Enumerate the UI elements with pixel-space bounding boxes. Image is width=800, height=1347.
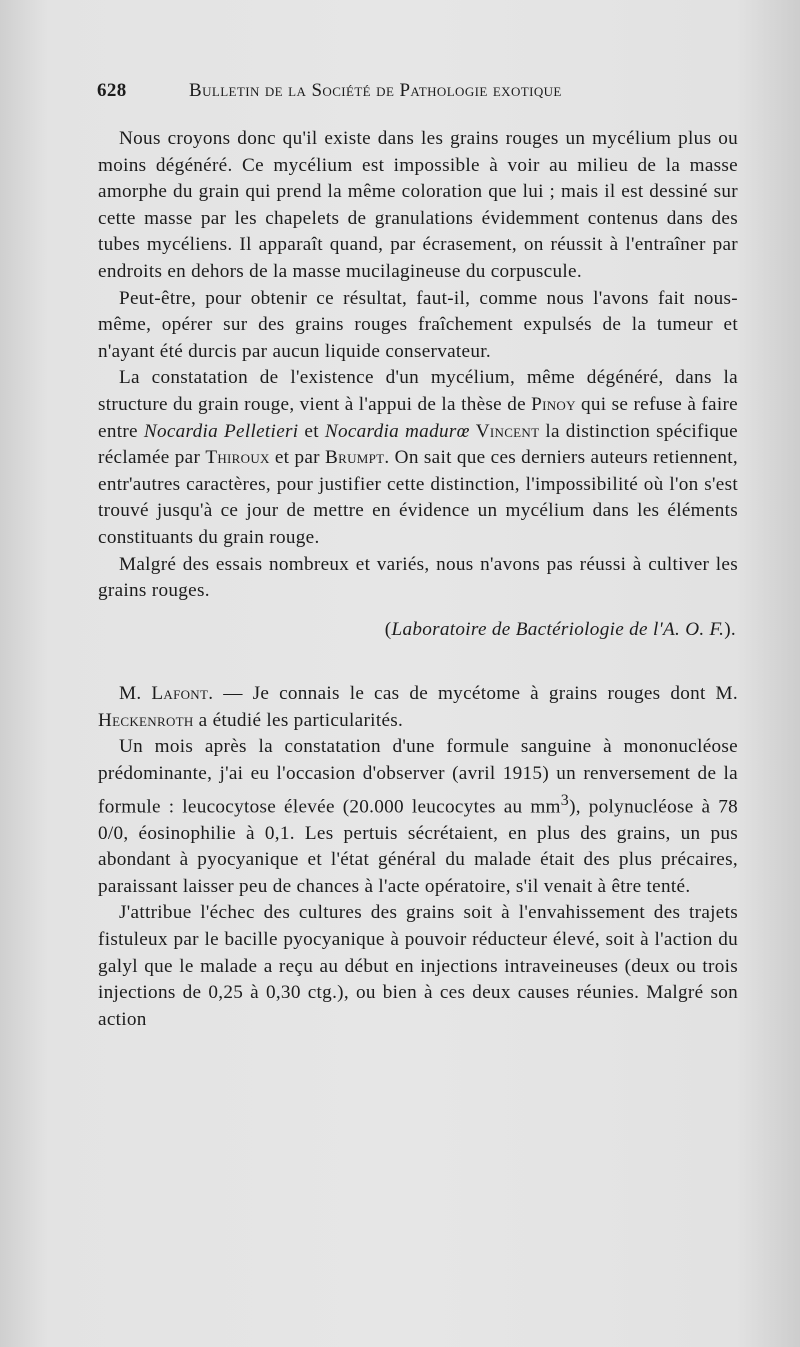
paragraph-2: Peut-être, pour obtenir ce résultat, faut-il, comme nous l'avons fait nous-même, opérer sur des grains rouges fraîchement expulsés de la tumeur et n'ayant été durcis par aucun liquide conservateur. [98, 287, 738, 362]
species-nocardia-madurae: Nocardia madurœ [324, 420, 470, 442]
p6-superscript: 3 [560, 791, 570, 809]
p6-text-1: Un mois après la constatation d'une formule sanguine à mononucléose prédominante, j'ai eu l'occasion d'observer (avril 1915) un renversement de la formule : leucocytose élevée (20.000 leucocytes au mm [98, 736, 738, 818]
p5-text-3: a étudié les particularités. [193, 709, 404, 731]
paragraph-4: Malgré des essais nombreux et variés, nous n'avons pas réussi à cultiver les grains rouges. [98, 553, 738, 602]
author-vincent: Vincent [475, 420, 540, 442]
p3-text-1: La constatation de l'existence d'un mycélium, même dégénéré, dans la structure du grain rouge, vient à l'appui de la thèse de [98, 367, 738, 415]
author-lafont: Lafont [151, 683, 209, 705]
author-heckenroth: Heckenroth [98, 709, 194, 731]
p6-text-2: ), polynucléose à 78 0/0, éosinophilie à 0,1. Les pertuis sécrétaient, en plus des grains, un pus abondant à pyocyanique et l'état général du malade était des plus précaires, paraissant laisser peu de chances à l'acte opératoire, s'il venait à être tenté. [98, 796, 738, 897]
credit-text: Laboratoire de Bactériologie de l'A. O. F. [391, 618, 725, 640]
paragraph-5 [98, 681, 738, 734]
p3-text-6: et par [269, 447, 326, 469]
lab-credit [98, 617, 738, 644]
p5-text-2: . — Je connais le cas de mycétome à grains rouges dont M. [208, 683, 738, 705]
page-header [97, 80, 747, 110]
paragraph-6 [98, 734, 738, 900]
p3-text-5: la distinction spécifique réclamée par [98, 420, 738, 469]
author-brumpt: Brumpt [325, 447, 385, 469]
paragraph-1: Nous croyons donc qu'il existe dans les grains rouges un mycélium plus ou moins dégénéré. Ce mycélium est impossible à voir au milieu de la masse amorphe du grain qui prend la même coloration que lui ; mais il est dessiné sur cette masse par les chapelets de granulations évidemment contenus dans des tubes mycéliens. Il apparaît quand, par écrasement, on réussit à l'entraîner par endroits en dehors de la masse mucilagineuse du corpuscule. [98, 128, 738, 282]
species-nocardia-pelletieri: Nocardia Pelletieri [143, 420, 299, 442]
credit-open: ( [384, 618, 392, 640]
author-thiroux: Thiroux [205, 447, 270, 469]
running-head: Bulletin de la Société de Pathologie exotique [189, 80, 562, 101]
p3-text-3: et [298, 420, 325, 442]
p5-text-1: M. [119, 683, 152, 705]
p3-text-7: . On sait que ces derniers auteurs retiennent, entr'autres caractères, pour justifier cette distinction, l'impossibilité où l'on s'est trouvé jusqu'à ce jour de mettre en évidence un mycélium dans les éléments constituants du grain rouge. [98, 447, 738, 548]
paragraph-7: J'attribue l'échec des cultures des grains soit à l'envahissement des trajets fistuleux par le bacille pyocyanique à pouvoir réducteur élevé, soit à l'action du galyl que le malade a reçu au début en injections intraveineuses (deux ou trois injections de 0,25 à 0,30 ctg.), ou bien à ces deux causes réunies. Malgré son action [98, 902, 738, 1030]
article-body [98, 126, 738, 1033]
author-pinoy: Pinoy [531, 393, 576, 415]
credit-close: ). [724, 618, 736, 640]
paragraph-3 [98, 365, 738, 551]
page-number: 628 [97, 80, 127, 101]
p3-text-2: qui se refuse à faire entre [98, 393, 738, 442]
